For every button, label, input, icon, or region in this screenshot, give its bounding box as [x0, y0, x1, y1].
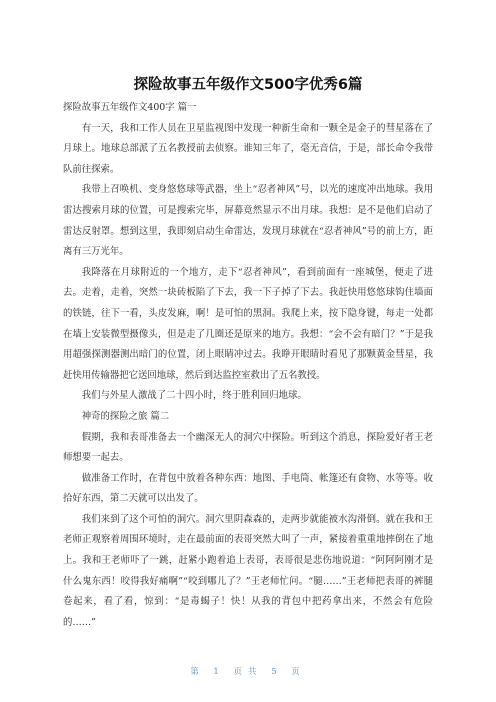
section1-paragraph-4: 我们与外星人激战了二十四小时，终于胜利回归地球。	[81, 390, 307, 402]
section2-paragraph-3: 我们来到了这个可怕的洞穴。洞穴里阴森森的，走两步就能被水沟滑倒。就在我和王老师正观察着周围环境时，走在最前面的表哥突然大叫了一声，紧接着重重地摔倒在了地上。我和王老师吓了一跳，赶紧小跑着追上表哥，表哥很是悲伤地说道：“阿阿阿刚才是什么鬼东西！咬得我好痛啊”“咬到哪儿了？”王老师忙问。“腿……”王老师把表哥的裤腿卷起来，看了看，惊到：“是毒蝎子！快！从我的背包中把药拿出来，不然会有危险的……”	[63, 513, 433, 628]
document-body	[63, 98, 433, 633]
section2-heading: 神奇的探险之旅 篇二	[81, 410, 170, 422]
section1-paragraph-2: 我带上召唤机、变身悠悠球等武器，坐上“忍者神风”号，以光的速度冲出地球。我用雷达搜索月球的位置，可是搜索完毕，屏幕竟然显示不出月球。我想：是不是他们启动了雷达反射罩。想到这里，我即刻启动生命雷达，发现月球就在“忍者神风”号的前上方，距离有三万光年。	[63, 184, 433, 258]
page-footer: 第 1 页共 5 页	[190, 667, 306, 677]
document-title: 探险故事五年级作文500字优秀6篇	[133, 77, 363, 93]
section1-heading: 探险故事五年级作文400字 篇一	[63, 102, 197, 113]
section2-paragraph-2: 做准备工作时，在背包中放着各种东西：地图、手电筒、帐篷还有食物、水等等。收拾好东西，第二天就可以出发了。	[63, 472, 433, 505]
section1-paragraph-1: 有一天，我和工作人员在卫星监视图中发现一种新生命和一颗全是金子的彗星落在了月球上。地球总部派了五名教授前去侦察。谁知三年了，毫无音信，于是，部长命令我带队前往探索。	[63, 122, 433, 175]
section2-paragraph-1: 假期，我和表哥准备去一个幽深无人的洞穴中探险。听到这个消息，探险爱好者王老师想要一起去。	[63, 431, 433, 464]
section1-paragraph-3: 我降落在月球附近的一个地方，走下“忍者神风”，看到前面有一座城堡，便走了进去。走着，走着，突然一块砖板陷了下去，我一下子掉了下去。我赶快用悠悠球钩住墙面的铁链，往下一看，头皮发麻，啊！是可怕的黑洞。我爬上来，按下隐身键，每走一处都在墙上安装微型摄像头，但是走了几圈还是原来的地方。我想：“会不会有暗门？”于是我用超强探测器测出暗门的位置，闭上眼睛冲过去。我睁开眼睛时看见了那颗黄金彗星，我赶快用传输器把它送回地球，然后到达监控室救出了五名教授。	[63, 266, 433, 381]
